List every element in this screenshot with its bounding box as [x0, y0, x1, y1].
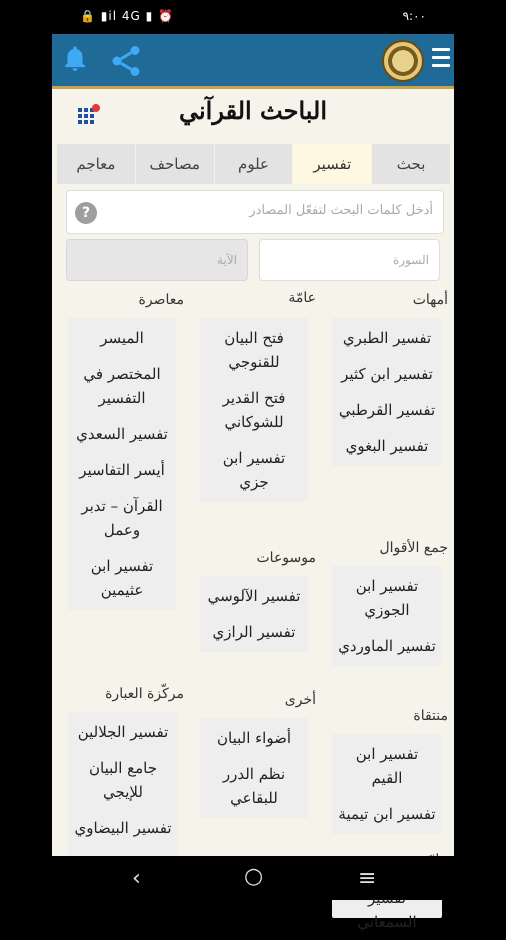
book-item[interactable]: القرآن – تدبر وعمل [81, 497, 163, 539]
group-title-murakkaza: مركّزة العبارة [105, 686, 184, 702]
tab-tafsir[interactable]: تفسير [292, 144, 371, 184]
status-bar [0, 0, 506, 34]
book-item[interactable]: تفسير ابن كثير [341, 365, 433, 383]
status-icons: 🔒 ▮il 4G ▮ ⏰ [80, 9, 174, 23]
search-placeholder: أدخل كلمات البحث لتفعّل المصادر [249, 203, 433, 218]
book-item[interactable]: السمعاني [357, 913, 417, 931]
app-bar [52, 34, 454, 86]
book-item[interactable]: جامع البيان للإيجي [88, 759, 157, 801]
group-title-ummahat: أمهات [412, 292, 448, 308]
group-title-muasira: معاصرة [138, 292, 184, 308]
tab-search[interactable]: بحث [371, 144, 450, 184]
group-jam [332, 566, 442, 666]
app-title: الباحث القرآني [178, 96, 327, 125]
book-item[interactable]: تفسير الرازي [212, 623, 296, 641]
group-title-mawsuat: موسوعات [256, 550, 316, 566]
home-icon[interactable]: ○ [244, 864, 264, 889]
tab-bar [56, 144, 450, 184]
share-icon[interactable] [108, 43, 144, 79]
book-item[interactable]: فتح البيان للقنوجي [224, 329, 284, 371]
status-time: ٩:٠٠ [402, 9, 426, 23]
group-title-ukhra: أخرى [284, 692, 316, 708]
book-item[interactable]: المختصر في التفسير [83, 365, 161, 407]
ayah-placeholder: الآية [217, 253, 237, 267]
group-muasira [68, 318, 176, 610]
book-item[interactable]: نظم الدرر للبقاعي [222, 765, 286, 807]
tafsir-groups [52, 288, 454, 931]
book-item[interactable]: تفسير الآلوسي [207, 587, 301, 605]
group-ummahat [332, 318, 442, 466]
search-input[interactable] [66, 190, 444, 234]
tab-maajim[interactable]: معاجم [56, 144, 135, 184]
book-item[interactable]: تفسير ابن القيم [355, 745, 419, 787]
book-item[interactable]: تفسير البيضاوي [74, 819, 172, 837]
group-title-jam: جمع الأقوال [379, 540, 448, 556]
surah-placeholder: السورة [393, 253, 429, 267]
book-item[interactable]: أضواء البيان [216, 729, 292, 747]
book-item[interactable]: تفسير الطبري [342, 329, 432, 347]
app-screen [52, 34, 454, 931]
book-item[interactable]: تفسير ابن الجوزي [355, 577, 419, 619]
book-item[interactable]: تفسير ابن تيمية [338, 805, 436, 823]
book-item[interactable]: تفسير الجلالين [77, 723, 169, 741]
book-item[interactable]: فتح القدير للشوكاني [222, 389, 286, 431]
help-icon[interactable]: ? [75, 202, 97, 224]
surah-input[interactable] [259, 239, 440, 281]
book-item[interactable]: أيسر التفاسير [79, 461, 165, 479]
bell-icon[interactable] [60, 44, 90, 74]
book-item[interactable]: الميسر [100, 329, 144, 347]
tab-ulum[interactable]: علوم [214, 144, 293, 184]
group-ukhra [200, 718, 308, 818]
group-muntaqa [332, 734, 442, 834]
ayah-input[interactable] [66, 239, 248, 281]
book-item[interactable]: تفسير ابن جزي [222, 449, 286, 491]
book-item[interactable]: تفسير الماوردي [338, 637, 436, 655]
group-mawsuat [200, 576, 308, 652]
divider [52, 86, 454, 89]
title-bar [52, 90, 454, 142]
system-nav-bar [52, 856, 454, 900]
recents-icon[interactable]: ≡ [358, 866, 377, 891]
book-item[interactable]: تفسير ابن عثيمين [90, 557, 154, 599]
book-item[interactable]: تفسير القرطبي [338, 401, 436, 419]
menu-icon[interactable] [432, 48, 450, 70]
group-title-muntaqa: منتقاة [413, 708, 448, 724]
book-item[interactable]: تفسير البغوي [345, 437, 429, 455]
app-logo [382, 40, 424, 82]
book-item[interactable]: تفسير السعدي [76, 425, 168, 443]
back-icon[interactable]: ‹ [132, 866, 141, 891]
group-amma [200, 318, 308, 502]
apps-grid-icon[interactable] [78, 104, 100, 124]
group-title-amma: عامّة [288, 290, 316, 306]
tab-masahif[interactable]: مصاحف [135, 144, 214, 184]
